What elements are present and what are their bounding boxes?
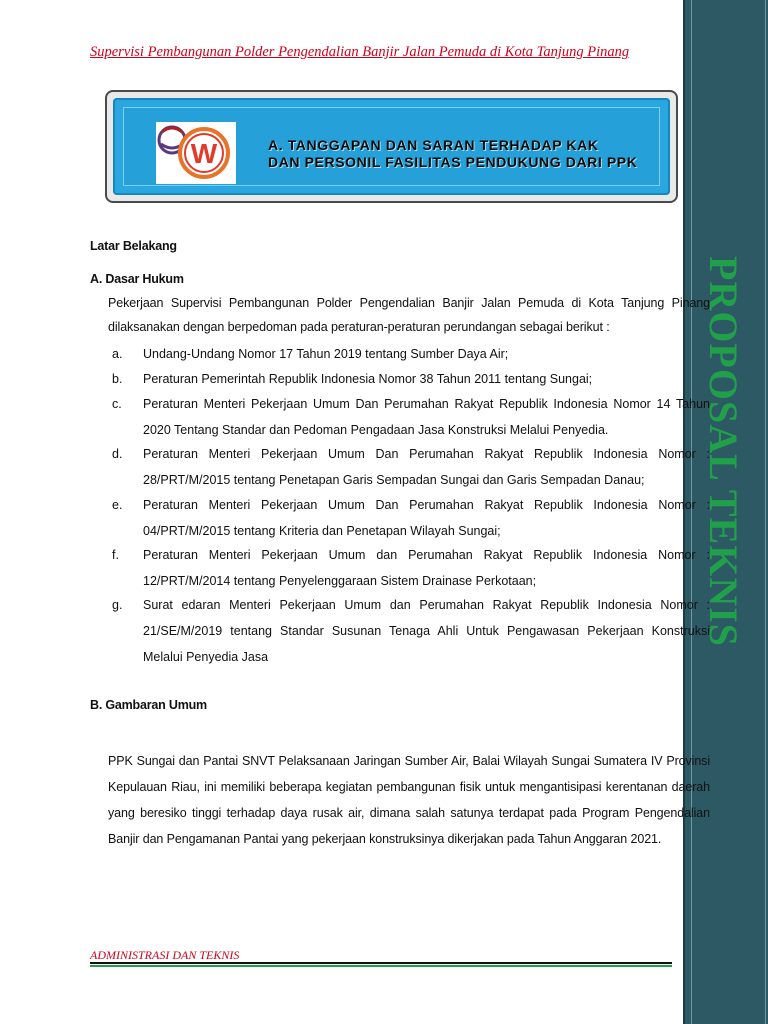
list-item-text: Peraturan Menteri Pekerjaan Umum Dan Perumahan Rakyat Republik Indonesia Nomor 14 Tahun 2020 Tentang Standar dan Pedoman Pengadaan Jasa Konstruksi Melalui Penyedia. [143, 397, 710, 437]
footer-text: ADMINISTRASI DAN TEKNIS [90, 948, 240, 962]
list-item-text: Undang-Undang Nomor 17 Tahun 2019 tentang Sumber Daya Air; [143, 347, 509, 361]
list-item-text: Peraturan Menteri Pekerjaan Umum dan Perumahan Rakyat Republik Indonesia Nomor : 12/PRT/M/2014 tentang Penyelenggaraan Sistem Drainase Perkotaan; [143, 548, 710, 588]
list-marker: e. [112, 498, 123, 512]
document-header: Supervisi Pembangunan Polder Pengendalian Banjir Jalan Pemuda di Kota Tanjung Pinang [90, 44, 630, 60]
list-item-text: Peraturan Pemerintah Republik Indonesia Nomor 38 Tahun 2011 tentang Sungai; [143, 372, 593, 386]
list-marker: b. [112, 372, 123, 386]
logo-letter: W [190, 138, 218, 169]
dasar-hukum-intro: Pekerjaan Supervisi Pembangunan Polder Pengendalian Banjir Jalan Pemuda di Kota Tanjung Pinang dilaksanakan dengan berpedoman pada peraturan-peraturan perundangan sebagai berikut : [108, 296, 710, 334]
list-marker: f. [112, 548, 119, 562]
list-marker: c. [112, 397, 122, 411]
section-banner [105, 90, 678, 203]
banner-panel [123, 107, 660, 186]
list-item-text: Peraturan Menteri Pekerjaan Umum Dan Perumahan Rakyat Republik Indonesia Nomor : 04/PRT/M/2015 tentang Kriteria dan Penetapan Wilayah Sungai; [143, 498, 710, 538]
dasar-hukum-heading: A. Dasar Hukum [90, 272, 184, 286]
footer-rule-green [90, 965, 672, 967]
banner-title-line2: DAN PERSONIL FASILITAS PENDUKUNG DARI PPK [268, 154, 638, 170]
company-logo [156, 122, 236, 184]
banner-frame [113, 98, 670, 195]
side-title: PROPOSAL TEKNIS [701, 256, 746, 648]
latar-belakang-heading: Latar Belakang [90, 239, 177, 253]
footer-rule [90, 962, 672, 964]
list-marker: a. [112, 347, 123, 361]
banner-title [268, 137, 678, 171]
list-item-text: Surat edaran Menteri Pekerjaan Umum dan Perumahan Rakyat Republik Indonesia Nomor : 21/SE/M/2019 tentang Standar Susunan Tenaga Ahli Untuk Pengawasan Pekerjaan Konstruksi Melalui Penyedia Jasa [143, 598, 710, 664]
gambaran-umum-heading: B. Gambaran Umum [90, 698, 207, 712]
list-marker: g. [112, 598, 123, 612]
gambaran-umum-text: PPK Sungai dan Pantai SNVT Pelaksanaan Jaringan Sumber Air, Balai Wilayah Sungai Sumatera IV Provinsi Kepulauan Riau, ini memiliki beberapa kegiatan pembangunan fisik untuk mengantisipasi kerentanan daerah yang beresiko tinggi terhadap daya rusak air, dimana salah satunya terdapat pada Program Pengendalian Banjir dan Pengamanan Pantai yang pekerjaan konstruksinya dikerjakan pada Tahun Anggaran 2021. [108, 754, 710, 846]
banner-title-line1: A. TANGGAPAN DAN SARAN TERHADAP KAK [268, 137, 599, 153]
list-marker: d. [112, 447, 123, 461]
list-item-text: Peraturan Menteri Pekerjaan Umum Dan Perumahan Rakyat Republik Indonesia Nomor : 28/PRT/M/2015 tentang Penetapan Garis Sempadan Sungai dan Garis Sempadan Danau; [143, 447, 710, 487]
